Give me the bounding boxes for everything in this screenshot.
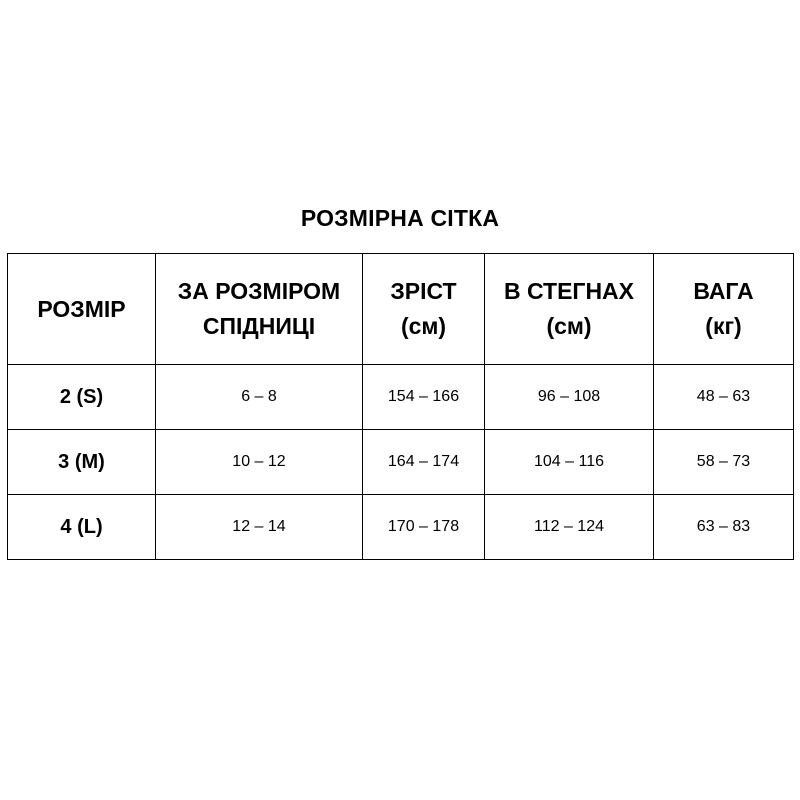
table-row xyxy=(8,365,794,430)
header-hips-line1: В СТЕГНАХ xyxy=(503,278,635,304)
size-cell: 4 (L) xyxy=(8,495,156,560)
header-height-line1: ЗРІСТ xyxy=(390,278,457,304)
height-cell: 154 – 166 xyxy=(363,365,485,430)
skirt-size-cell: 6 – 8 xyxy=(156,365,363,430)
weight-cell: 58 – 73 xyxy=(654,430,794,495)
header-height xyxy=(363,254,485,365)
size-cell: 2 (S) xyxy=(8,365,156,430)
table-row xyxy=(8,430,794,495)
header-skirt-size-line1: ЗА РОЗМІРОМ xyxy=(177,278,341,304)
height-cell: 164 – 174 xyxy=(363,430,485,495)
table-header-row xyxy=(8,254,794,365)
header-size xyxy=(8,254,156,365)
header-weight-line2: (кг) xyxy=(705,313,742,339)
weight-cell: 63 – 83 xyxy=(654,495,794,560)
header-skirt-size xyxy=(156,254,363,365)
hips-cell: 96 – 108 xyxy=(485,365,654,430)
weight-cell: 48 – 63 xyxy=(654,365,794,430)
header-skirt-size-line2: СПІДНИЦІ xyxy=(202,313,316,339)
page-title: РОЗМІРНА СІТКА xyxy=(300,205,500,231)
header-size-line1: РОЗМІР xyxy=(37,295,126,322)
size-chart-table xyxy=(7,253,794,560)
header-hips-line2: (см) xyxy=(546,313,592,339)
hips-cell: 112 – 124 xyxy=(485,495,654,560)
table-row xyxy=(8,495,794,560)
skirt-size-cell: 10 – 12 xyxy=(156,430,363,495)
hips-cell: 104 – 116 xyxy=(485,430,654,495)
skirt-size-cell: 12 – 14 xyxy=(156,495,363,560)
size-cell: 3 (M) xyxy=(8,430,156,495)
header-hips xyxy=(485,254,654,365)
header-weight-line1: ВАГА xyxy=(693,278,754,304)
height-cell: 170 – 178 xyxy=(363,495,485,560)
header-weight xyxy=(654,254,794,365)
header-height-line2: (см) xyxy=(400,313,447,339)
